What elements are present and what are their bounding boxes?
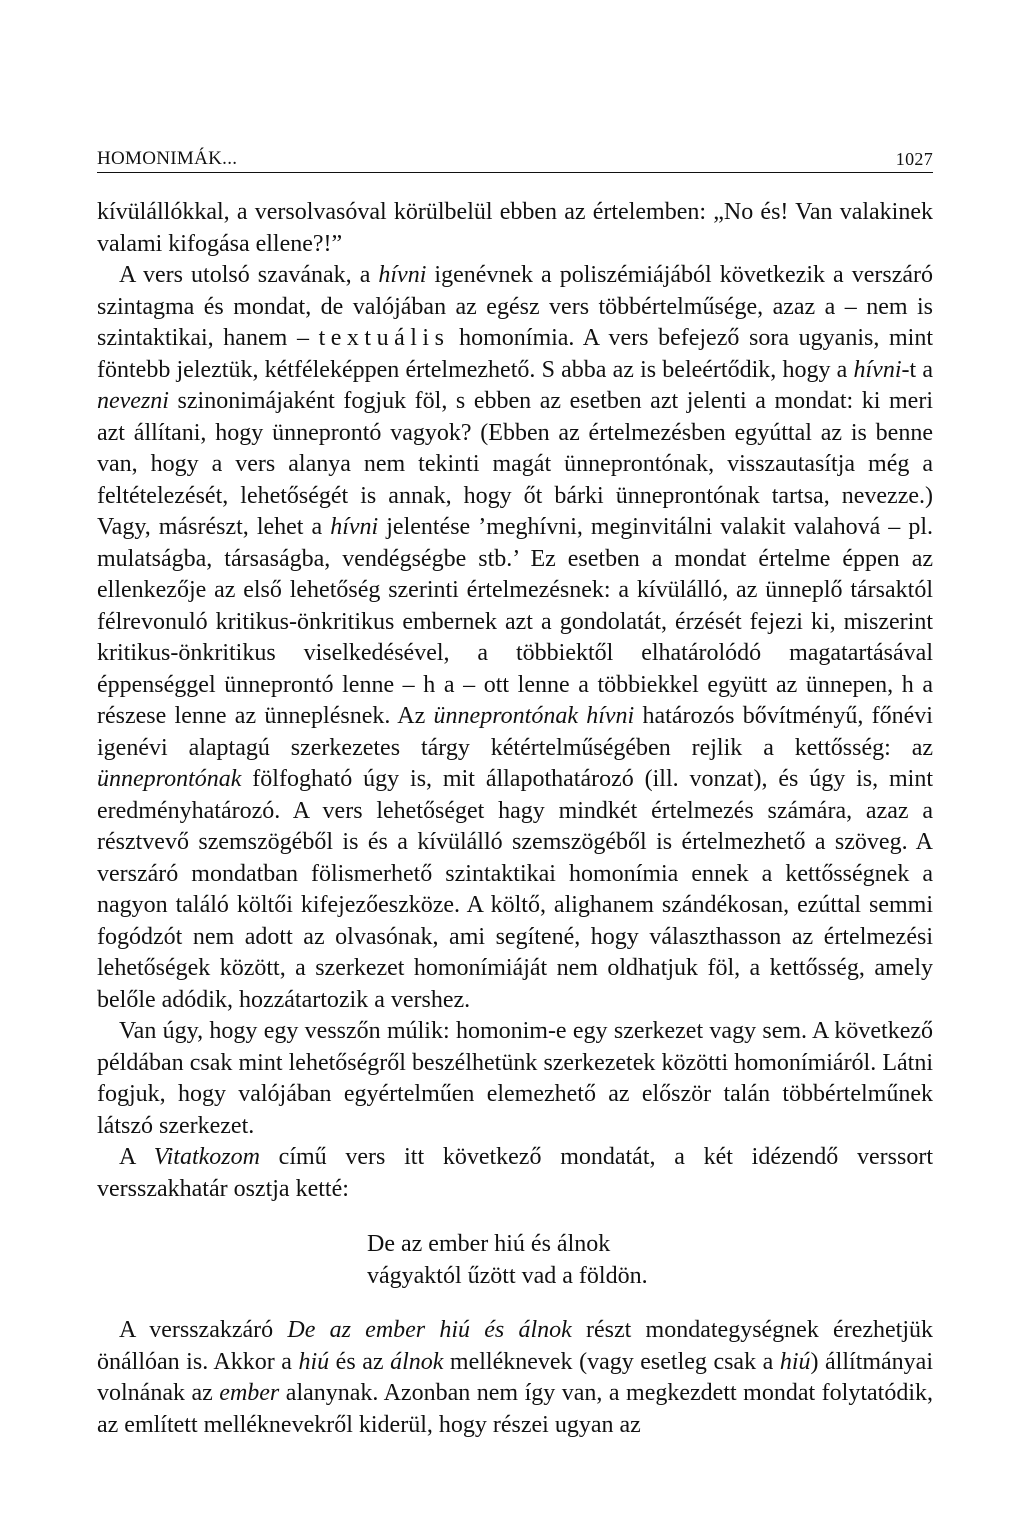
body-text [97,197,933,1441]
text-run: ) állítmányai volnának az [97,1348,933,1406]
page-number: 1027 [895,149,933,169]
italic-term: ünneprontónak [97,766,242,792]
italic-term: hiú [779,1348,811,1375]
text-run: és az [329,1348,391,1375]
italic-term: ünneprontónak hívni [433,703,635,729]
text-run: fölfogható úgy is, mit állapothatározó (ill. vonzat), és úgy is, mint eredményhatározó. A vers lehetőséget hagy mindkét értelmezés számára, azaz a résztvevő szemszögéből is és a kívülálló szemszögéből is értelmezhető a szöveg. A verszáró mondatban fölismerhető szintaktikai homonímia ennek a kettősségnek a nagyon találó költői kifejezőeszköze. A költő, alighanem szándékosan, ezúttal semmi fogódzót nem adott az olvasónak, ami segítené, hogy választhasson az értelmezési lehetőségek között, a szerkezet homonímiáját nem oldhatjuk föl, a kettősség, amely belőle adódik, hozzátartozik a vershez. [97,766,933,1013]
italic-term: hívni [378,262,427,288]
italic-term: álnok [390,1348,444,1375]
verse-line-1: De az ember hiú és álnok [367,1231,611,1257]
running-title: HOMONIMÁK... [97,148,238,169]
text-run: -t a [901,356,934,383]
italic-term: hiú [298,1348,330,1375]
italic-title: Vitatkozom [153,1144,260,1170]
spaced-term: textuális [318,325,450,351]
italic-term: ember [219,1380,280,1406]
verse-line-2: vágyaktól űzött vad a földön. [367,1262,648,1289]
italic-term: hívni [330,514,379,540]
text-run: homonímia. A vers befejező sora ugyanis, mint föntebb jeleztük, kétféleképpen értelmezhető. S abba az is beleértődik, hogy a [97,325,933,383]
paragraph-4 [97,1142,933,1205]
text-run: című vers itt következő mondatát, a két idézendő verssort versszakhatár osztja ketté: [97,1144,933,1202]
text-run: jelentése ’meghívni, meginvitálni valakit valahová – pl. mulatságba, társaságba, vendégségbe stb.’ Ez esetben a mondat értelme éppen az ellenkezője az első lehetőség szerinti értelmezésnek: a kívülálló, az ünneplő társaktól félrevonuló kritikus-önkritikus embernek azt a gondolatát, érzését fejezi ki, miszerint kritikus-önkritikus viselkedésével, a többiektől elhatárolódó magatartásával éppenséggel ünneprontó lenne – h a – ott lenne a többiekkel együtt az ünnepen, h a részese lenne az ünneplésnek. Az [97,514,934,729]
text-run: A versszakzáró [119,1317,288,1343]
paragraph-1: kívülállókkal, a versolvasóval körülbelül ebben az értelemben: „No és! Van valakinek valami kifogása ellene?!” [97,199,933,257]
verse-quote [367,1229,933,1292]
italic-term: nevezni [97,388,169,414]
paragraph-3: Van úgy, hogy egy vesszőn múlik: homonim-e egy szerkezet vagy sem. A következő példában csak mint lehetőségről beszélhetünk szerkezetek közötti homonímiáról. Látni fogjuk, hogy valójában egyértelműen elemezhető az először talán többértelműnek látszó szerkezet. [97,1018,933,1139]
text-run: igenévnek a poliszémiájából következik a verszáró szintagma és mondat, de valójában az egész vers többértelműsége, azaz a – nem is szintaktikai, hanem – [97,262,933,351]
text-run: A [119,1144,154,1170]
paragraph-2 [97,260,933,1016]
paragraph-5 [97,1315,933,1441]
text-run: részt mondategységnek érezhetjük önállóan is. Akkor a [97,1317,933,1375]
italic-term: hívni [853,356,902,383]
italic-term: De az ember hiú és álnok [287,1317,572,1343]
text-run: melléknevek (vagy esetleg csak a [443,1348,780,1375]
running-header [97,146,933,173]
text-run: szinonimájaként fogjuk föl, s ebben az esetben azt jelenti a mondat: ki meri azt állítani, hogy ünneprontó vagyok? (Ebben az értelmezésben egyúttal az is benne van, hogy a vers alanya nem tekinti magát ünneprontónak, visszautasítja még a feltételezését, lehetőségét is annak, hogy őt bárki ünneprontónak tartsa, nevezze.) Vagy, másrészt, lehet a [97,388,933,540]
text-run: A vers utolsó szavának, a [119,262,379,288]
text-run: határozós bővítményű, főnévi igenévi alaptagú szerkezetes tárgy kétértelműségében rejlik a kettősség: az [97,703,933,761]
text-run: alanynak. Azonban nem így van, a megkezdett mondat folytatódik, az említett melléknevekről kiderül, hogy részei ugyan az [97,1380,933,1438]
